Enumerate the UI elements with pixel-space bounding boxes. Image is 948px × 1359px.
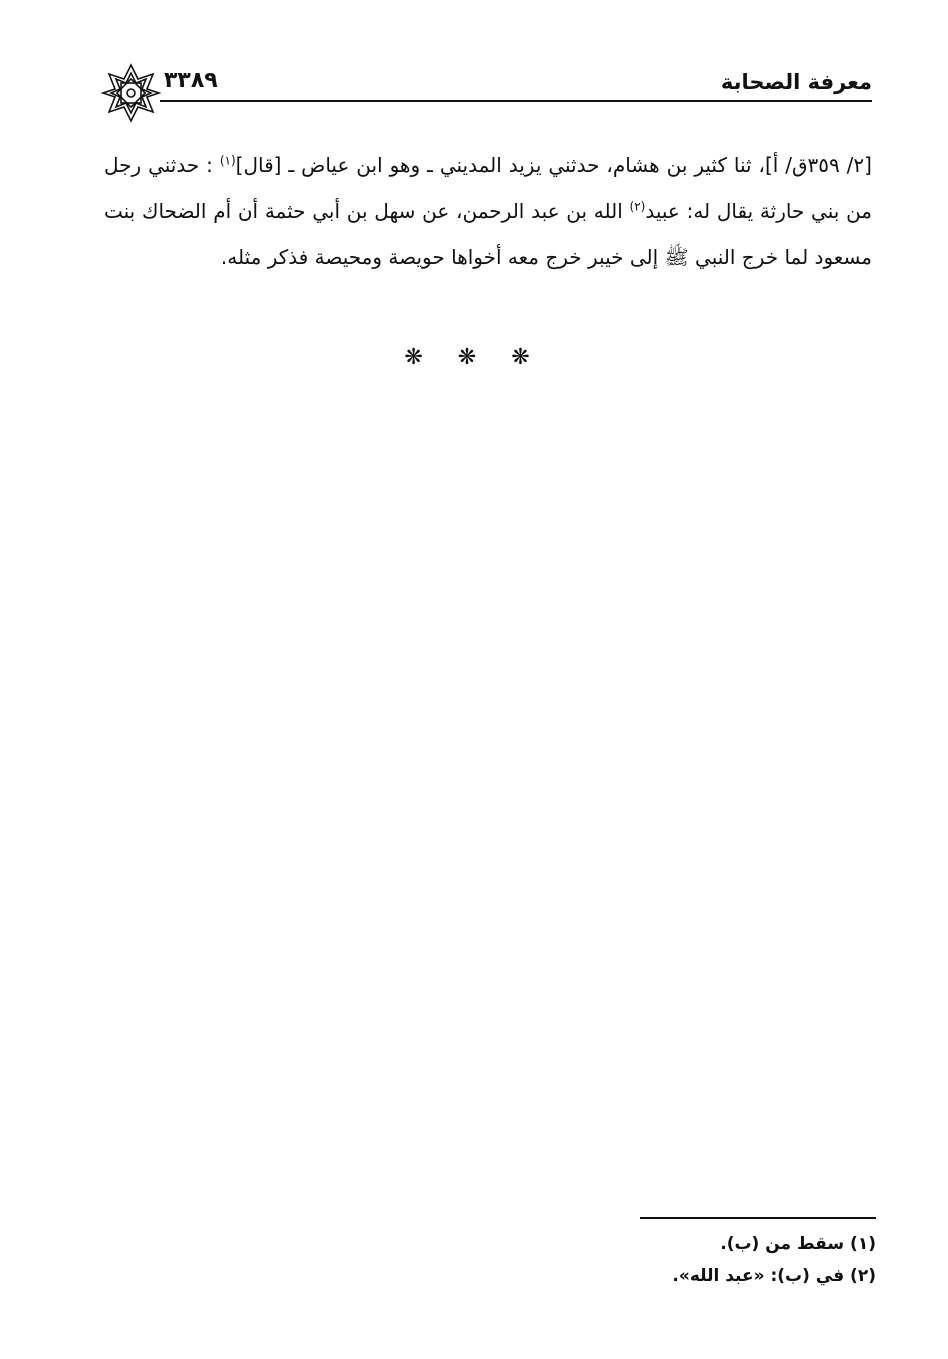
header-divider [160, 100, 872, 102]
main-text [104, 142, 872, 280]
hadith-paragraph [104, 142, 872, 280]
footnote-1: (١) سقط من (ب). [720, 1234, 876, 1254]
section-separator: ❋ ❋ ❋ [404, 345, 544, 370]
paragraph-end: الله بن عبد الرحمن، عن سهل بن أبي حثمة أن أم الضحاك بنت مسعود لما خرج النبي ﷺ إلى خيبر خرج معه أخواها حويصة ومحيصة فذكر مثله. [104, 199, 872, 269]
islamic-star-ornament-icon [100, 62, 162, 124]
footnote-ref-1: (١) [219, 153, 236, 168]
page-header [100, 62, 872, 132]
footnote-2: (٢) في (ب): «عبد الله». [672, 1266, 876, 1286]
paragraph-start: [٢/ ٣٥٩ق/ أ]، ثنا كثير بن هشام، حدثني يزيد المديني ـ وهو ابن عياض ـ [قال] [235, 153, 872, 177]
footnote-divider [640, 1217, 876, 1219]
paragraph-mid: : حدثني رجل من بني حارثة يقال له: عبيد [104, 153, 872, 223]
footnotes [476, 1228, 876, 1292]
page-number: ٣٣٨٩ [164, 68, 218, 93]
footnote-ref-2: (٢) [629, 199, 646, 214]
running-title: معرفة الصحابة [720, 70, 872, 94]
